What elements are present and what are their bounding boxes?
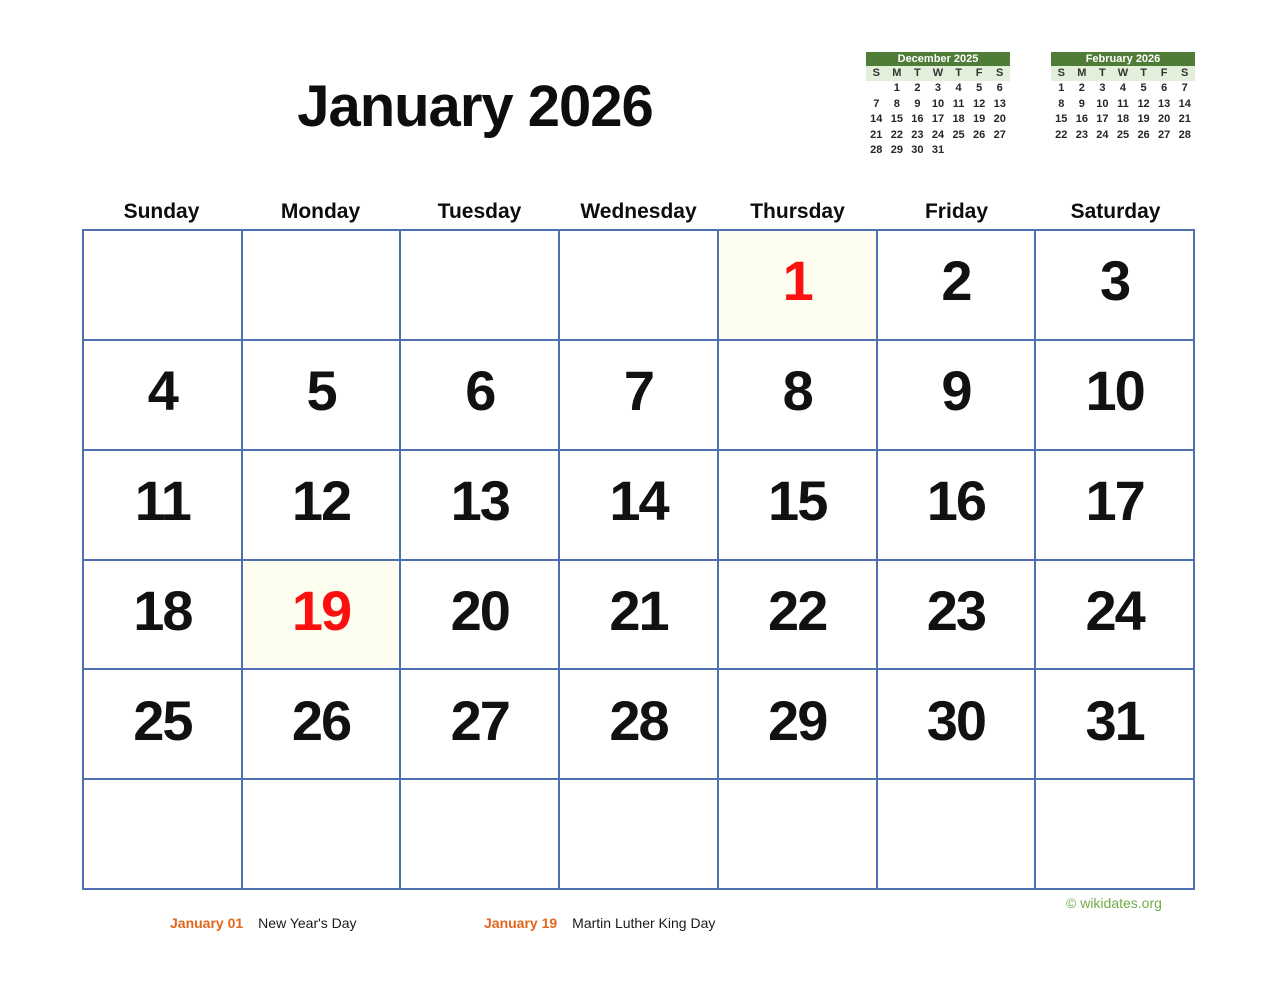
mini-day-27: 27 [993, 128, 1006, 141]
mini-weekday: S [1181, 67, 1189, 79]
mini-day-25: 25 [1116, 128, 1130, 141]
mini-day-19: 19 [973, 113, 986, 125]
holiday-name: New Year's Day [258, 915, 357, 931]
mini-weekday: F [1160, 67, 1168, 79]
day-number-30: 30 [926, 688, 986, 752]
day-number-24: 24 [1085, 578, 1144, 642]
mini-day-11: 11 [1117, 97, 1129, 110]
day-cell-3[interactable] [1036, 231, 1193, 339]
day-number-9: 9 [941, 359, 971, 423]
mini-week-row [1051, 128, 1195, 144]
calendar-grid [82, 229, 1195, 890]
empty-day-cell [1036, 780, 1193, 888]
mini-day-14: 14 [870, 113, 883, 125]
mini-day-8: 8 [1058, 97, 1065, 110]
mini-week-row [1051, 97, 1195, 113]
mini-day-25: 25 [952, 128, 965, 141]
day-number-22: 22 [768, 578, 827, 642]
weekday-header-row [82, 197, 1195, 227]
mini-day-29: 29 [890, 144, 903, 156]
mini-day-22: 22 [1055, 128, 1068, 141]
mini-weekday: T [914, 67, 921, 79]
day-number-23: 23 [926, 578, 986, 642]
day-number-7: 7 [623, 359, 654, 423]
day-cell-24[interactable] [1036, 561, 1193, 669]
mini-day-26: 26 [973, 128, 986, 141]
mini-day-5: 5 [1140, 82, 1147, 94]
weekday-header-saturday: Saturday [1070, 200, 1161, 223]
mini-day-20: 20 [1158, 113, 1171, 125]
empty-day-cell [878, 780, 1035, 888]
mini-day-2: 2 [1078, 82, 1085, 94]
mini-day-22: 22 [890, 128, 903, 141]
mini-day-8: 8 [893, 97, 900, 110]
day-cell-19[interactable] [243, 561, 400, 669]
day-cell-18[interactable] [84, 561, 241, 669]
day-cell-15[interactable] [719, 451, 876, 559]
weekday-header-monday: Monday [280, 200, 361, 223]
day-cell-16[interactable] [878, 451, 1035, 559]
day-number-20: 20 [450, 578, 509, 642]
day-cell-12[interactable] [243, 451, 400, 559]
day-cell-28[interactable] [560, 670, 717, 778]
mini-week-row [1051, 81, 1195, 97]
mini-day-empty [969, 143, 990, 159]
mini-day-13: 13 [1158, 97, 1171, 110]
mini-weekday: M [892, 67, 902, 79]
weekday-header-sunday: Sunday [123, 200, 200, 223]
day-number-18: 18 [133, 578, 192, 642]
day-cell-22[interactable] [719, 561, 876, 669]
mini-calendar-prev-month[interactable] [866, 52, 1010, 159]
mini-week-row [866, 128, 1010, 144]
holiday-name: Martin Luther King Day [572, 915, 716, 931]
mini-weekday: W [1117, 67, 1129, 79]
day-number-6: 6 [465, 359, 495, 423]
day-number-1: 1 [782, 249, 812, 313]
mini-day-15: 15 [890, 113, 903, 125]
mini-day-20: 20 [993, 113, 1006, 125]
mini-day-13: 13 [993, 97, 1006, 110]
mini-weekday: S [1057, 67, 1065, 79]
mini-day-5: 5 [976, 82, 983, 94]
mini-day-17: 17 [931, 113, 945, 125]
mini-day-16: 16 [1075, 113, 1088, 125]
day-cell-20[interactable] [401, 561, 558, 669]
day-cell-29[interactable] [719, 670, 876, 778]
mini-day-12: 12 [1137, 97, 1150, 110]
holiday-date: January 19 [484, 915, 558, 931]
mini-day-empty [866, 81, 887, 97]
mini-day-2: 2 [914, 82, 921, 94]
day-number-28: 28 [609, 688, 668, 752]
mini-day-21: 21 [1178, 113, 1191, 125]
day-number-29: 29 [768, 688, 827, 752]
day-number-15: 15 [768, 469, 827, 533]
day-cell-8[interactable] [719, 341, 876, 449]
day-number-31: 31 [1085, 688, 1144, 752]
empty-day-cell [401, 231, 558, 339]
holiday-note-mlk-day [484, 915, 715, 931]
mini-week-row [866, 81, 1010, 97]
day-cell-23[interactable] [878, 561, 1035, 669]
mini-day-3: 3 [934, 82, 942, 94]
mini-day-4: 4 [1119, 82, 1127, 94]
day-cell-7[interactable] [560, 341, 717, 449]
mini-day-4: 4 [955, 82, 962, 94]
mini-weekday: T [1099, 67, 1106, 79]
mini-week-row [866, 97, 1010, 113]
day-number-27: 27 [450, 688, 509, 752]
mini-calendar-title[interactable]: February 2026 [1051, 52, 1195, 66]
mini-day-1: 1 [893, 82, 900, 94]
mini-day-7: 7 [873, 97, 880, 110]
day-number-21: 21 [609, 578, 668, 642]
page-title: January 2026 [297, 74, 653, 139]
day-number-19: 19 [291, 578, 351, 642]
day-number-5: 5 [306, 359, 336, 423]
mini-weekday-row [1051, 66, 1195, 81]
mini-day-23: 23 [1075, 128, 1088, 141]
empty-day-cell [560, 231, 717, 339]
empty-day-cell [560, 780, 717, 888]
day-number-10: 10 [1085, 359, 1144, 423]
mini-day-24: 24 [1096, 128, 1109, 141]
day-cell-25[interactable] [84, 670, 241, 778]
mini-day-6: 6 [996, 82, 1003, 94]
empty-day-cell [84, 780, 241, 888]
mini-day-24: 24 [931, 128, 945, 141]
day-cell-11[interactable] [84, 451, 241, 559]
mini-day-10: 10 [1096, 97, 1109, 110]
empty-day-cell [243, 780, 400, 888]
mini-day-27: 27 [1158, 128, 1171, 141]
holiday-date: January 01 [170, 915, 244, 931]
mini-day-empty [948, 143, 969, 159]
mini-day-18: 18 [952, 113, 965, 125]
copyright: © wikidates.org [1066, 895, 1162, 911]
mini-day-30: 30 [911, 144, 924, 156]
mini-weekday-row [866, 66, 1010, 81]
mini-day-10: 10 [931, 97, 945, 110]
day-number-16: 16 [926, 469, 986, 533]
mini-day-9: 9 [914, 97, 921, 110]
mini-day-9: 9 [1078, 97, 1085, 110]
empty-day-cell [401, 780, 558, 888]
mini-day-18: 18 [1116, 113, 1130, 125]
day-number-11: 11 [134, 469, 190, 533]
mini-weekday: W [932, 67, 944, 79]
mini-weekday: S [996, 67, 1004, 79]
day-cell-26[interactable] [243, 670, 400, 778]
day-cell-17[interactable] [1036, 451, 1193, 559]
day-number-26: 26 [291, 688, 351, 752]
mini-weekday: F [975, 67, 983, 79]
mini-week-row [1051, 112, 1195, 128]
mini-week-row [866, 112, 1010, 128]
mini-day-6: 6 [1161, 82, 1168, 94]
day-cell-2[interactable] [878, 231, 1035, 339]
empty-day-cell [719, 780, 876, 888]
mini-weekday: M [1077, 67, 1087, 79]
mini-day-12: 12 [973, 97, 986, 110]
mini-calendar-title[interactable]: December 2025 [866, 52, 1010, 66]
day-number-3: 3 [1100, 249, 1130, 313]
mini-day-28: 28 [870, 144, 883, 156]
mini-day-1: 1 [1058, 82, 1065, 94]
day-number-13: 13 [450, 469, 509, 533]
day-number-12: 12 [291, 469, 351, 533]
day-cell-27[interactable] [401, 670, 558, 778]
empty-day-cell [243, 231, 400, 339]
mini-day-23: 23 [911, 128, 924, 141]
mini-calendar-next-month[interactable] [1051, 52, 1195, 143]
day-number-8: 8 [782, 359, 812, 423]
empty-day-cell [84, 231, 241, 339]
mini-day-26: 26 [1137, 128, 1150, 141]
mini-day-19: 19 [1137, 113, 1150, 125]
day-cell-6[interactable] [401, 341, 558, 449]
day-cell-5[interactable] [243, 341, 400, 449]
day-number-14: 14 [609, 469, 668, 533]
weekday-header-friday: Friday [924, 200, 989, 223]
day-cell-13[interactable] [401, 451, 558, 559]
day-cell-1[interactable] [719, 231, 876, 339]
mini-day-3: 3 [1099, 82, 1106, 94]
mini-weekday: S [872, 67, 880, 79]
weekday-header-wednesday: Wednesday [580, 200, 697, 223]
day-number-4: 4 [147, 359, 177, 423]
mini-day-21: 21 [870, 128, 883, 141]
mini-day-7: 7 [1181, 82, 1188, 94]
mini-day-31: 31 [931, 144, 945, 156]
mini-day-15: 15 [1055, 113, 1068, 125]
mini-weekday: T [1140, 67, 1147, 79]
day-number-17: 17 [1085, 469, 1144, 533]
holiday-note-new-years-day [170, 915, 357, 931]
weekday-header-thursday: Thursday [750, 200, 845, 223]
mini-day-28: 28 [1178, 128, 1191, 141]
mini-day-16: 16 [911, 113, 924, 125]
weekday-header-tuesday: Tuesday [437, 200, 522, 223]
day-cell-30[interactable] [878, 670, 1035, 778]
mini-week-row [866, 143, 1010, 159]
mini-day-11: 11 [952, 97, 965, 110]
day-number-2: 2 [941, 249, 971, 313]
day-number-25: 25 [133, 688, 192, 752]
day-cell-9[interactable] [878, 341, 1035, 449]
day-cell-10[interactable] [1036, 341, 1193, 449]
day-cell-21[interactable] [560, 561, 717, 669]
mini-weekday: T [955, 67, 962, 79]
mini-day-17: 17 [1096, 113, 1109, 125]
day-cell-4[interactable] [84, 341, 241, 449]
mini-day-empty [989, 143, 1010, 159]
day-cell-31[interactable] [1036, 670, 1193, 778]
mini-day-14: 14 [1178, 97, 1191, 110]
day-cell-14[interactable] [560, 451, 717, 559]
